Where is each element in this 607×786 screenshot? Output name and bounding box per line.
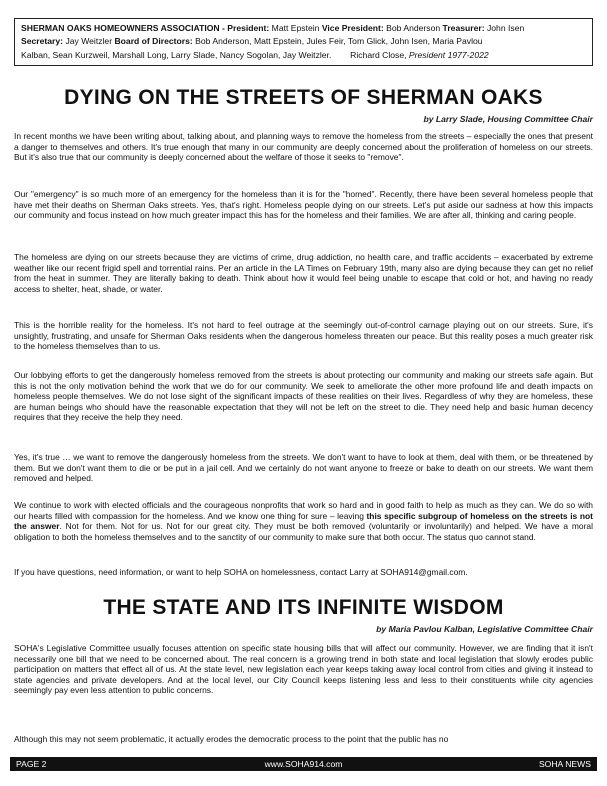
officers-line-3: [21, 49, 586, 62]
board-label: Board of Directors:: [114, 36, 193, 47]
article-1-paragraph: This is the horrible reality for the homeless. It's not hard to feel outrage at the seemingly out-of-control carnage playing out on our streets. Sure, it's unsightly, frustrating, and unsafe for Sherman Oaks residents when the dangerous homeless threaten our peace. But this reality poses a much greater risk to the homeless themselves than to us.: [14, 320, 593, 351]
org-label: SHERMAN OAKS HOMEOWNERS ASSOCIATION - President:: [21, 23, 270, 33]
article-2-paragraph: Although this may not seem problematic, it actually erodes the democratic process to the point that the public has no: [14, 734, 449, 744]
article-1-paragraph: Our lobbying efforts to get the dangerously homeless removed from the streets is about protecting our community and making our streets safe again. But this is not the only motivation behind the work that we do for our community. We seek to ameliorate the other more profound life and death impacts on homeless people themselves. We do not lose sight of the significant impacts of these realities on their lives. Regardless of why they are homeless, these are human beings who should have the reasonable expectation that they will not be left on the street to die. They need help and basic human decency requires that they receive the help they need.: [14, 370, 593, 422]
article-1-title: DYING ON THE STREETS OF SHERMAN OAKS: [64, 86, 543, 109]
footer-website: www.SOHA914.com: [264, 759, 343, 769]
president-name: Matt Epstein: [271, 23, 320, 33]
treasurer-label: Treasurer:: [442, 23, 485, 33]
article-2-paragraph: SOHA's Legislative Committee usually focuses attention on specific state housing bills that will affect our community. However, we are finding that it isn't necessarily one bill that we need to be concerned about. The real concern is a growing trend in both state and local legislation that slowly erodes public participation on matters that effect all of us. At the state level, new legislation each year keeps taking away local control from cities and giving it instead to state agencies and private developers. And at the local level, our City Council keeps listening less and less to their constituents while city agencies seemingly pay even less attention to public concerns.: [14, 643, 593, 695]
footer-page-number: PAGE 2: [16, 759, 47, 769]
emeritus-title: President 1977-2022: [408, 49, 489, 60]
vp-name: Bob Anderson: [386, 23, 441, 33]
officers-line-2: [21, 35, 586, 48]
emeritus-name: Richard Close,: [350, 49, 407, 60]
secretary-label: Secretary:: [21, 36, 64, 47]
article-1-paragraph: Our "emergency" is so much more of an emergency for the homeless than it is for the "homed". Recently, there have been several homeless people that have met their deaths on Sherman Oaks streets. Yes, that's right. Homeless people dying on our streets. Let's put aside our sadness at how this impacts our community and focus instead on how much greater impact this has for the homeless and their families. We are after all, thinking and caring people.: [14, 189, 593, 220]
article-2-title: THE STATE AND ITS INFINITE WISDOM: [103, 596, 504, 619]
article-1-paragraph: If you have questions, need information, or want to help SOHA on homelessness, contact Larry at SOHA914@gmail.com.: [14, 567, 468, 577]
article-1-paragraph: The homeless are dying on our streets because they are victims of crime, drug addiction, no health care, and traffic accidents – exacerbated by extreme weather like our recent frigid spell and torrential rains. Per an article in the LA Times on February 19th, many also are dying because they can get no relief from the heat in summer. They are literally baking to death. Think about how it would feel being unable to escape that cold or hot, and having no ready access to shelter, heat, shade, or water.: [14, 252, 593, 294]
officers-line-1: [21, 22, 586, 35]
paragraph-text: We continue to work with elected officials and the courageous nonprofits that work so hard and in good faith to help as much as they can. We do so with our hearts filled with compassion for the homeless. And we know one thing for sure – leaving: [14, 500, 593, 521]
board-members-1: Bob Anderson, Matt Epstein, Jules Feir, Tom Glick, John Isen, Maria Pavlou: [195, 36, 483, 47]
paragraph-text: . Not for them. Not for us. Not for our great city. They must be both removed (voluntarily or involuntarily) and helped. We have a moral obligation to both the homeless themselves and to the sanctity of our community to make sure that both occur. The status quo cannot stand.: [14, 521, 593, 542]
treasurer-name: John Isen: [486, 23, 525, 33]
footer-publication: SOHA NEWS: [538, 759, 591, 769]
article-1-paragraph: In recent months we have been writing about, talking about, and planning ways to remove the homeless from the streets – especially the ones that present a danger to themselves and others. It's true enough that many in our community are deeply concerned about the proliferation of homeless on our streets. But it's also true that our community is deeply concerned about the welfare of those it seeks to "remove".: [14, 131, 593, 162]
article-1-byline: by Larry Slade, Housing Committee Chair: [423, 114, 593, 124]
vp-label: Vice President:: [321, 23, 384, 33]
article-1-paragraph: Yes, it's true … we want to remove the dangerously homeless from the streets. We don't want to have to look at them, deal with them, or be threatened by them. But we don't want them to die or be put in a jail cell. And we certainly do not want anyone to freeze or bake to death on our streets. We want them removed and helped.: [14, 452, 593, 483]
article-2-byline: by Maria Pavlou Kalban, Legislative Committee Chair: [376, 624, 593, 634]
secretary-name: Jay Weitzler: [65, 36, 113, 47]
page-footer: [10, 757, 597, 771]
article-1-paragraph: [14, 500, 593, 542]
board-members-2: Kalban, Sean Kurzweil, Marshall Long, Larry Slade, Nancy Sogolan, Jay Weitzler.: [21, 49, 332, 60]
masthead-officers-box: [14, 18, 593, 66]
paragraph-emphasis: this specific subgroup of homeless on the streets is not the answer: [14, 510, 593, 531]
